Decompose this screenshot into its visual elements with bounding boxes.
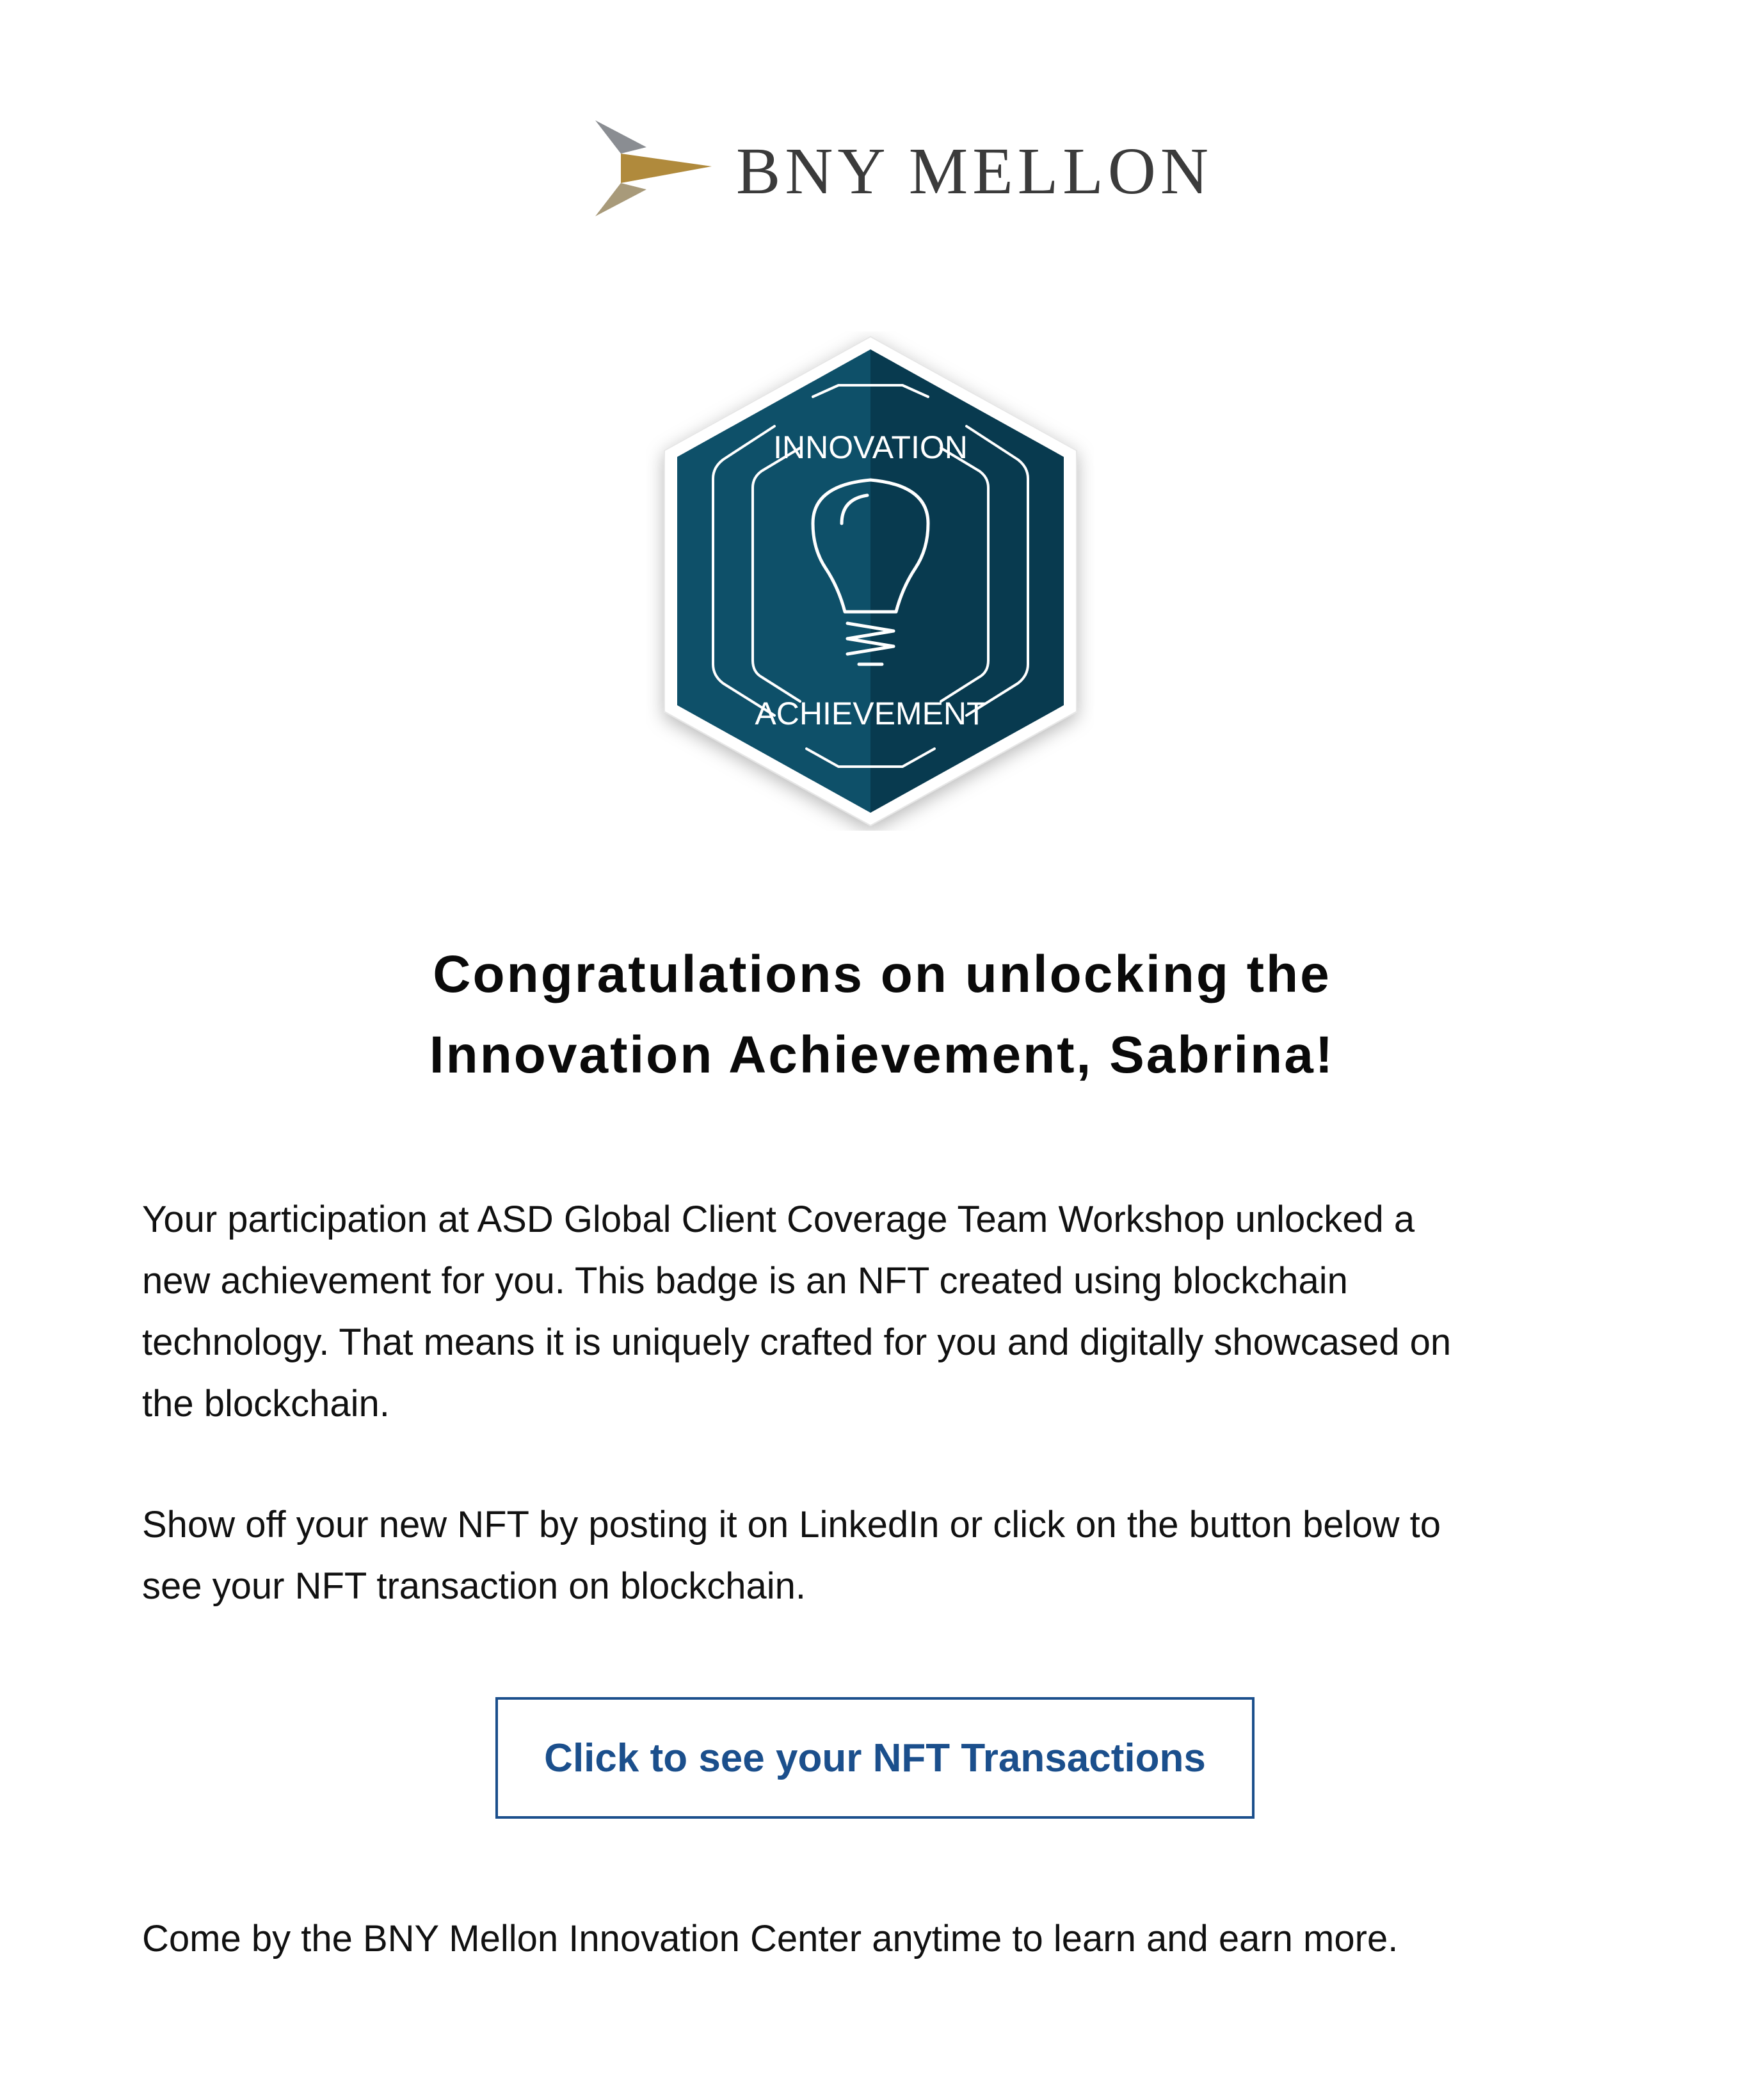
congratulations-heading [0, 934, 1764, 1096]
footer-paragraph [142, 1908, 1614, 1970]
heading-line-2: Innovation Achievement, Sabrina! [429, 1026, 1335, 1084]
badge-bottom-label: ACHIEVEMENT [755, 696, 986, 731]
paragraph-line: see your NFT transaction on blockchain. [142, 1565, 806, 1607]
nft-transactions-button-label: Click to see your NFT Transactions [544, 1736, 1206, 1780]
heading-line-1: Congratulations on unlocking the [433, 945, 1331, 1003]
participation-paragraph [142, 1189, 1614, 1435]
nft-transactions-button[interactable] [495, 1697, 1255, 1819]
paragraph-line: Come by the BNY Mellon Innovation Center anytime to learn and earn more. [142, 1918, 1399, 1959]
paragraph-line: Show off your new NFT by posting it on LinkedIn or click on the button below to [142, 1504, 1441, 1545]
paragraph-line: new achievement for you. This badge is an NFT created using blockchain [142, 1260, 1348, 1302]
bny-mellon-arrow-icon [595, 120, 712, 216]
badge-top-label: INNOVATION [773, 429, 968, 465]
share-paragraph [142, 1494, 1614, 1617]
paragraph-line: the blockchain. [142, 1383, 390, 1425]
innovation-achievement-badge [646, 331, 1094, 831]
bny-mellon-logo [595, 120, 1213, 216]
brand-name: BNY MELLON [736, 134, 1213, 208]
paragraph-line: Your participation at ASD Global Client Coverage Team Workshop unlocked a [142, 1199, 1415, 1240]
paragraph-line: technology. That means it is uniquely crafted for you and digitally showcased on [142, 1321, 1452, 1363]
